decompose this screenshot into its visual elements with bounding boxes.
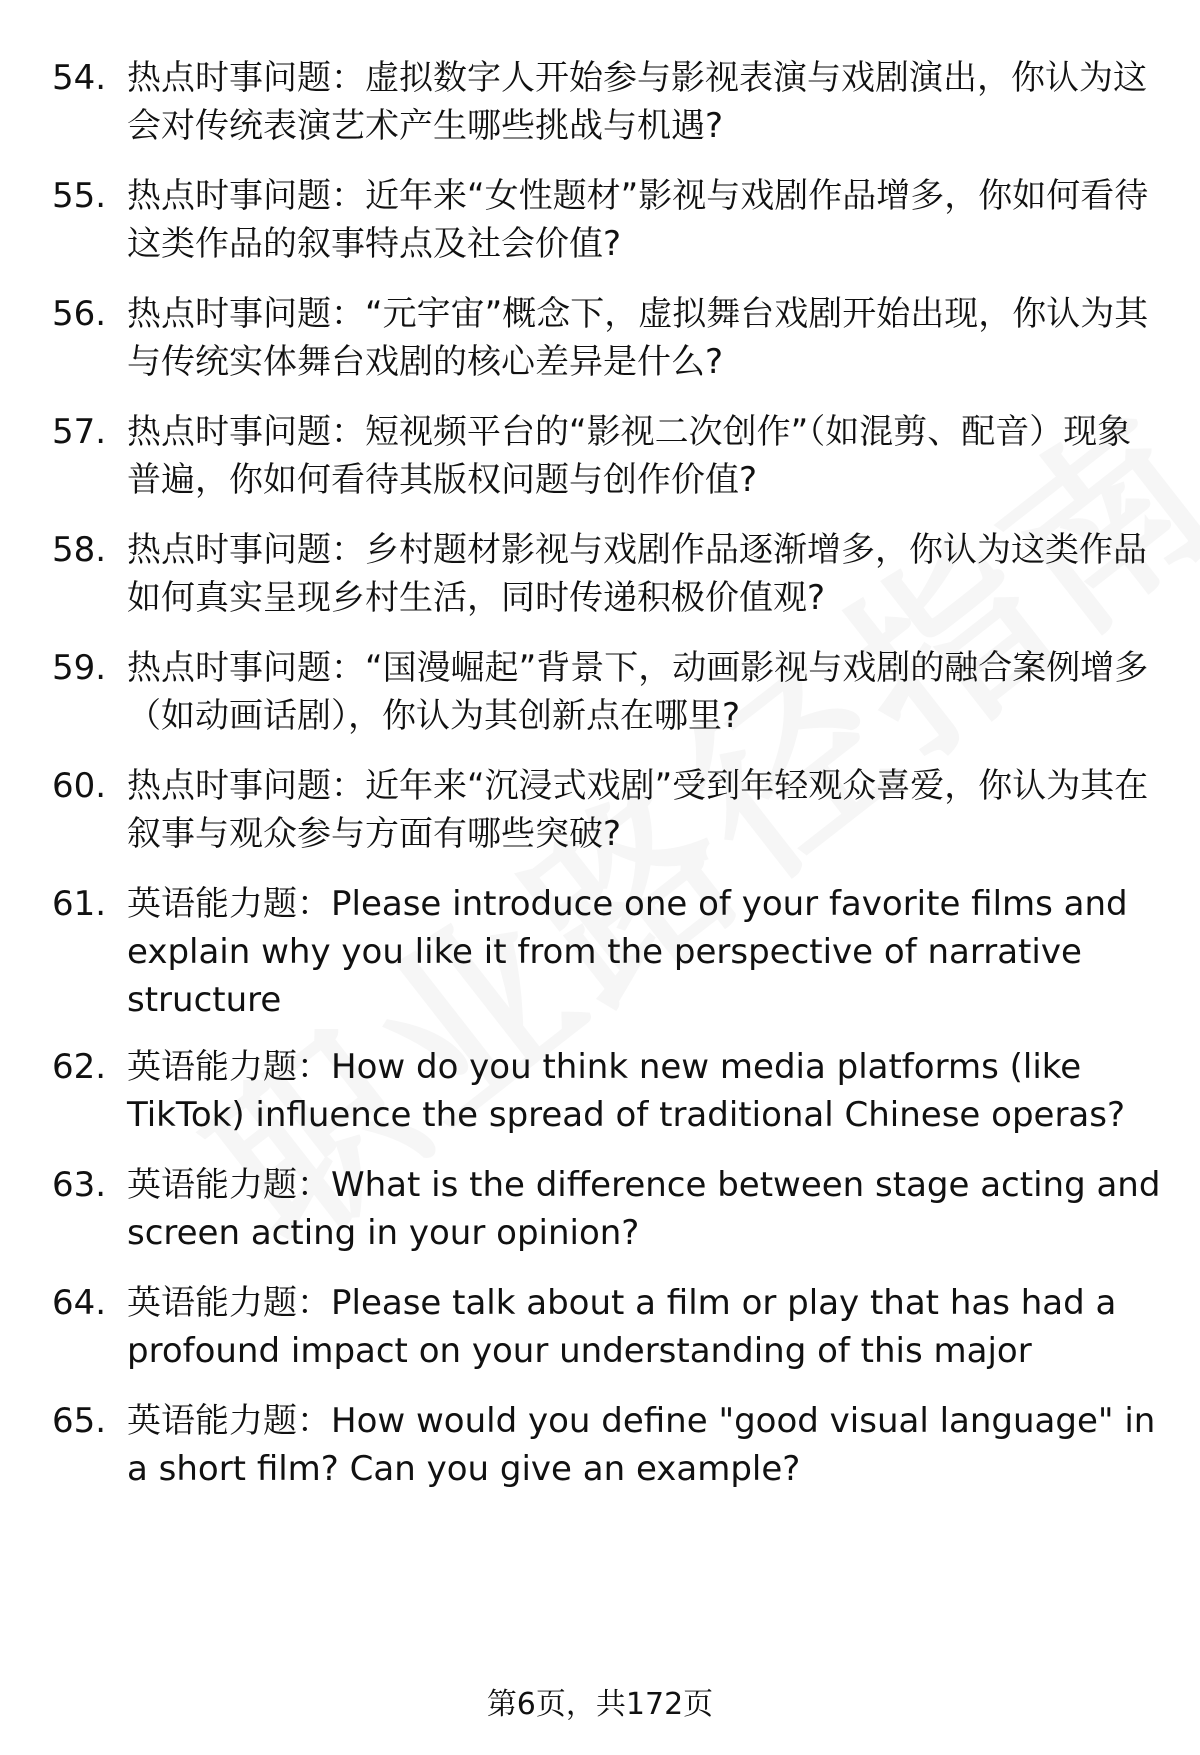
question-item <box>52 526 1162 622</box>
question-number: 60. <box>52 766 107 806</box>
question-number: 56. <box>52 294 107 334</box>
question-item <box>52 1043 1162 1139</box>
question-number: 61. <box>52 884 107 924</box>
question-text: 热点时事问题：“元宇宙”概念下，虚拟舞台戏剧开始出现，你认为其与传统实体舞台戏剧的核心差异是什么? <box>127 294 1149 382</box>
question-item <box>52 290 1162 386</box>
question-item <box>52 172 1162 268</box>
question-item <box>52 762 1162 858</box>
page-footer: 第6页，共172页 <box>486 1687 714 1722</box>
question-item <box>52 1397 1162 1493</box>
question-number: 55. <box>52 176 107 216</box>
question-item <box>52 408 1162 504</box>
question-item <box>52 54 1162 150</box>
question-number: 64. <box>52 1283 107 1323</box>
question-text: 热点时事问题：近年来“沉浸式戏剧”受到年轻观众喜爱，你认为其在叙事与观众参与方面有哪些突破? <box>127 766 1149 854</box>
question-text: 英语能力题：How would you define "good visual language" in a short film? Can you give an example? <box>127 1401 1156 1489</box>
question-item <box>52 1279 1162 1375</box>
question-item <box>52 880 1162 1024</box>
question-number: 58. <box>52 530 107 570</box>
question-text: 英语能力题：What is the difference between stage acting and screen acting in your opinion? <box>127 1165 1161 1253</box>
question-number: 65. <box>52 1401 107 1441</box>
question-number: 57. <box>52 412 107 452</box>
question-number: 54. <box>52 58 107 98</box>
question-text: 英语能力题：Please talk about a film or play that has had a profound impact on your understanding of this major <box>127 1283 1117 1371</box>
question-text: 热点时事问题：近年来“女性题材”影视与戏剧作品增多，你如何看待这类作品的叙事特点及社会价值? <box>127 176 1149 264</box>
question-text: 英语能力题：Please introduce one of your favorite films and explain why you like it from the perspective of narrative structure <box>127 884 1128 1020</box>
question-item <box>52 644 1162 740</box>
question-text: 热点时事问题：“国漫崛起”背景下，动画影视与戏剧的融合案例增多（如动画话剧），你认为其创新点在哪里? <box>127 648 1149 736</box>
question-number: 59. <box>52 648 107 688</box>
question-text: 热点时事问题：乡村题材影视与戏剧作品逐渐增多，你认为这类作品如何真实呈现乡村生活，同时传递积极价值观? <box>127 530 1147 618</box>
question-text: 热点时事问题：虚拟数字人开始参与影视表演与戏剧演出，你认为这会对传统表演艺术产生哪些挑战与机遇? <box>127 58 1147 146</box>
question-item <box>52 1161 1162 1257</box>
question-number: 62. <box>52 1047 107 1087</box>
question-text: 热点时事问题：短视频平台的“影视二次创作”（如混剪、配音）现象普遍，你如何看待其版权问题与创作价值? <box>127 412 1132 500</box>
question-text: 英语能力题：How do you think new media platforms (like TikTok) influence the spread of traditional Chinese operas? <box>127 1047 1126 1135</box>
question-number: 63. <box>52 1165 107 1205</box>
